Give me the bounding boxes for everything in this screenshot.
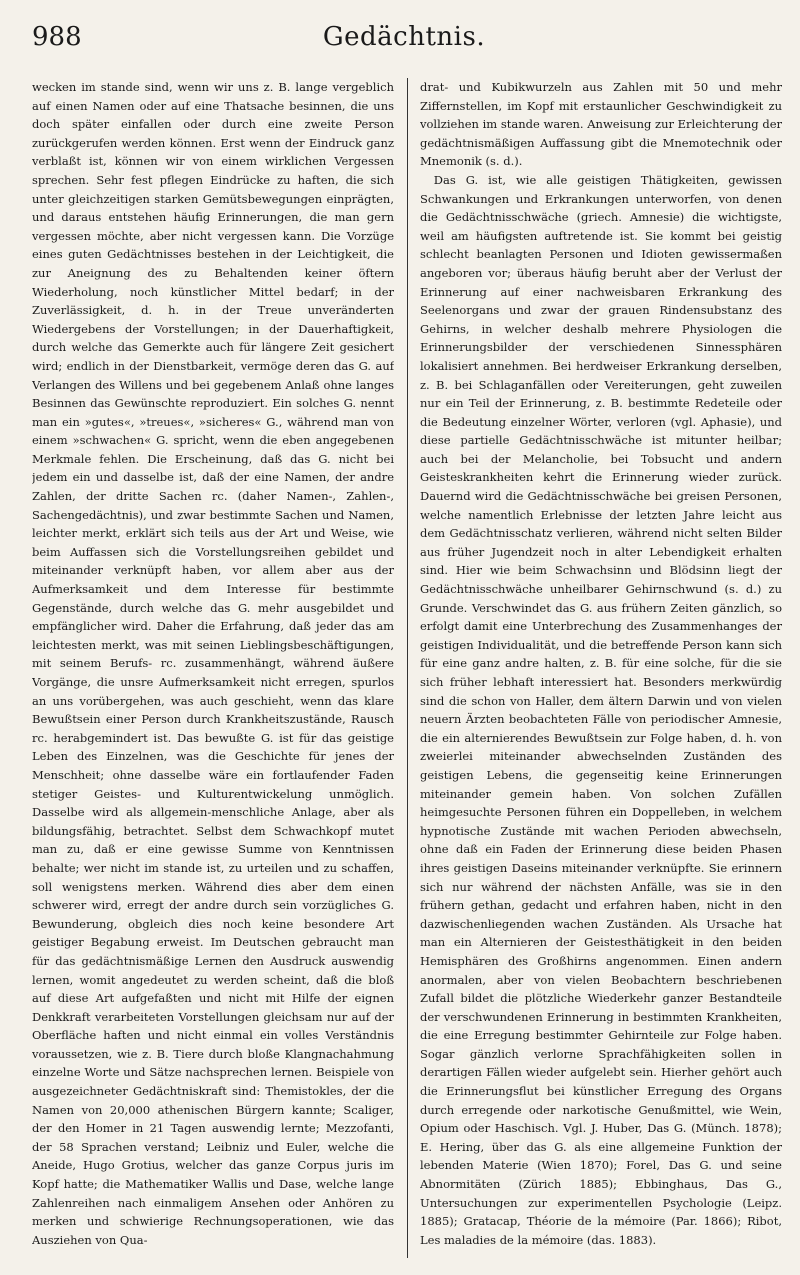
column-divider [407, 78, 408, 1258]
page-number: 988 [32, 22, 82, 52]
left-column-paragraph: wecken im stande sind, wenn wir uns z. B. lange vergeblich auf einen Namen oder auf eine Thatsache besinnen, die uns doch später einfallen oder durch eine zweite Person zurückgerufen werden können. Erst wenn der Eindruck ganz verblaßt ist, können wir von einem wirklichen Vergessen sprechen. Sehr fest pflegen Eindrücke zu haften, die sich unter gleichzeitigen starken Gemütsbewegungen einprägten, und daraus entstehen häufig Erinnerungen, die man gern vergessen möchte, aber nicht vergessen kann. Die Vorzüge eines guten Gedächtnisses bestehen in der Leichtigkeit, die zur Aneignung des zu Behaltenden keiner öftern Wiederholung, noch künstlicher Mittel bedarf; in der Zuverlässigkeit, d. h. in der Treue unveränderten Wiedergebens der Vorstellungen; in der Dauerhaftigkeit, durch welche das Gemerkte auch für längere Zeit gesichert wird; endlich in der Dienstbarkeit, vermöge deren das G. auf Verlangen des Willens und bei gegebenem Anlaß ohne langes Besinnen das Gewünschte reproduziert. Ein solches G. nennt man ein »gutes«, »treues«, »sicheres« G., während man von einem »schwachen« G. spricht, wenn die eben angegebenen Merkmale fehlen. Die Erscheinung, daß das G. nicht bei jedem ein und dasselbe ist, daß der eine Namen, der andre Zahlen, der dritte Sachen rc. (daher Namen-, Zahlen-, Sachengedächtnis), und zwar bestimmte Sachen und Namen, leichter merkt, erklärt sich teils aus der Art und Weise, wie beim Auffassen sich die Vorstellungsreihen gebildet und miteinander verknüpft haben, vor allem aber aus der Aufmerksamkeit und dem Interesse für bestimmte Gegenstände, durch welche das G. mehr ausgebildet und empfänglicher wird. Daher die Erfahrung, daß jeder das am leichtesten merkt, was mit seinen Lieblingsbeschäftigungen, mit seinem Berufs- rc. zusammenhängt, während äußere Vorgänge, die unsre Aufmerksamkeit nicht erregen, spurlos an uns vorübergehen, was auch geschieht, wenn das klare Bewußtsein einer Person durch Krankheitszustände, Rausch rc. herabgemindert ist. Das bewußte G. ist für das geistige Leben des Einzelnen, was die Geschichte für jenes der Menschheit; ohne dasselbe wäre ein fortlaufender Faden stetiger Geistes- und Kulturentwickelung unmöglich. Dasselbe wird als allgemein-menschliche Anlage, aber als bildungsfähig, betrachtet. Selbst dem Schwachkopf mutet man zu, daß er eine gewisse Summe von Kenntnissen behalte; wer nicht im stande ist, zu urteilen und zu schaffen, soll wenigstens merken. Während dies aber dem einen schwerer wird, erregt der andre durch sein vorzügliches G. Bewunderung, obgleich dies noch keine besondere Art geistiger Begabung erweist. Im Deutschen gebraucht man für das gedächtnismäßige Lernen den Ausdruck auswendig lernen, womit angedeutet zu werden scheint, daß die bloß auf diese Art aufgefaßten und nicht mit Hilfe der eignen Denkkraft verarbeiteten Vorstellungen gleichsam nur auf der Oberfläche haften und nicht einmal ein volles Verständnis voraussetzen, wie z. B. Tiere durch bloße Klangnachahmung einzelne Worte und Sätze nachsprechen lernen. Beispiele von ausgezeichneter Gedächtniskraft sind: Themistokles, der die Namen von 20,000 athenischen Bürgern kannte; Scaliger, der den Homer in 21 Tagen auswendig lernte; Mezzofanti, der 58 Sprachen verstand; Leibniz und Euler, welche die Aneide, Hugo Grotius, welcher das ganze Corpus juris im Kopf hatte; die Mathematiker Wallis und Dase, welche lange Zahlenreihen nach einmaligem Ansehen oder Anhören zu merken und schwierige Rechnungsoperationen, wie das Ausziehen von Qua- [32, 80, 394, 1247]
page-header [24, 22, 784, 62]
right-column [420, 78, 782, 1263]
dictionary-page [24, 0, 784, 1275]
text-columns [32, 78, 784, 1263]
right-column-paragraph: Das G. ist, wie alle geistigen Thätigkeiten, gewissen Schwankungen und Erkrankungen unterworfen, von denen die Gedächtnisschwäche (griech. Amnesie) die wichtigste, weil am häufigsten auftretende ist. Sie kommt bei geistig schlecht beanlagten Personen und Idioten gewissermaßen angeboren vor; überaus häufig beruht aber der Verlust der Erinnerung auf einer nachweisbaren Erkrankung des Seelenorgans und zwar der grauen Rindensubstanz des Gehirns, in welcher deshalb mehrere Physiologen die Erinnerungsbilder der verschiedenen Sinnessphären lokalisiert annehmen. Bei herdweiser Erkrankung derselben, z. B. bei Schlaganfällen oder Vereiterungen, geht zuweilen nur ein Teil der Erinnerung, z. B. bestimmte Redeteile oder die Bedeutung einzelner Wörter, verloren (vgl. Aphasie), und diese partielle Gedächtnisschwäche ist mitunter heilbar; auch bei der Melancholie, bei Tobsucht und andern Geisteskrankheiten kehrt die Erinnerung wieder zurück. Dauernd wird die Gedächtnisschwäche bei greisen Personen, welche namentlich Erlebnisse der letzten Jahre leicht aus dem Gedächtnisschatz verlieren, während nicht selten Bilder aus früher Jugendzeit noch in alter Lebendigkeit erhalten sind. Hier wie beim Schwachsinn und Blödsinn liegt der Gedächtnisschwäche unheilbarer Gehirnschwund (s. d.) zu Grunde. Verschwindet das G. aus frühern Zeiten gänzlich, so erfolgt damit eine Unterbrechung des Zusammenhanges der geistigen Individualität, und die betreffende Person kann sich für eine ganz andre halten, z. B. für eine solche, für die sie sich früher lebhaft interessiert hat. Besonders merkwürdig sind die schon von Haller, dem ältern Darwin und von vielen neuern Ärzten beobachteten Fälle von periodischer Amnesie, die ein alternierendes Bewußtsein zur Folge haben, d. h. von zweierlei miteinander abwechselnden Zuständen des geistigen Lebens, die gegenseitig keine Erinnerungen miteinander gemein haben. Von solchen Zufällen heimgesuchte Personen führen ein Doppelleben, in welchem hypnotische Zustände mit wachen Perioden abwechseln, ohne daß ein Faden der Erinnerung diese beiden Phasen ihres geistigen Daseins miteinander verknüpfte. Sie erinnern sich nur während der nächsten Anfälle, was sie in den frühern gethan, gedacht und erfahren haben, nicht in den dazwischenliegenden wachen Zuständen. Als Ursache hat man ein Alternieren der Geistesthätigkeit in den beiden Hemisphären des Großhirns angenommen. Einen andern anormalen, aber von vielen Beobachtern beschriebenen Zufall bildet die plötzliche Wiederkehr ganzer Bestandteile der verschwundenen Erinnerung in bestimmten Krankheiten, die eine Erregung bestimmter Gehirnteile zur Folge haben. Sogar gänzlich verlorne Sprachfähigkeiten sollen in derartigen Fällen wieder aufgelebt sein. Hierher gehört auch die Erinnerungsflut bei künstlicher Erregung des Organs durch erregende oder narkotische Genußmittel, wie Wein, Opium oder Haschisch. Vgl. J. Huber, Das G. (Münch. 1878); E. Hering, über das G. als eine allgemeine Funktion der lebenden Materie (Wien 1870); Forel, Das G. und seine Abnormitäten (Zürich 1885); Ebbinghaus, Das G., Untersuchungen zur experimentellen Psychologie (Leipz. 1885); Gratacap, Théorie de la mémoire (Par. 1866); Ribot, Les maladies de la mémoire (das. 1883). [420, 172, 782, 1247]
running-title: Gedächtnis. [322, 22, 486, 52]
left-column [32, 78, 394, 1263]
right-column-paragraph: drat- und Kubikwurzeln aus Zahlen mit 50 und mehr Ziffernstellen, im Kopf mit erstaunlicher Geschwindigkeit zu vollziehen im stande waren. Anweisung zur Erleichterung der gedächtnismäßigen Auffassung gibt die Mnemotechnik oder Mnemonik (s. d.). [420, 80, 782, 169]
